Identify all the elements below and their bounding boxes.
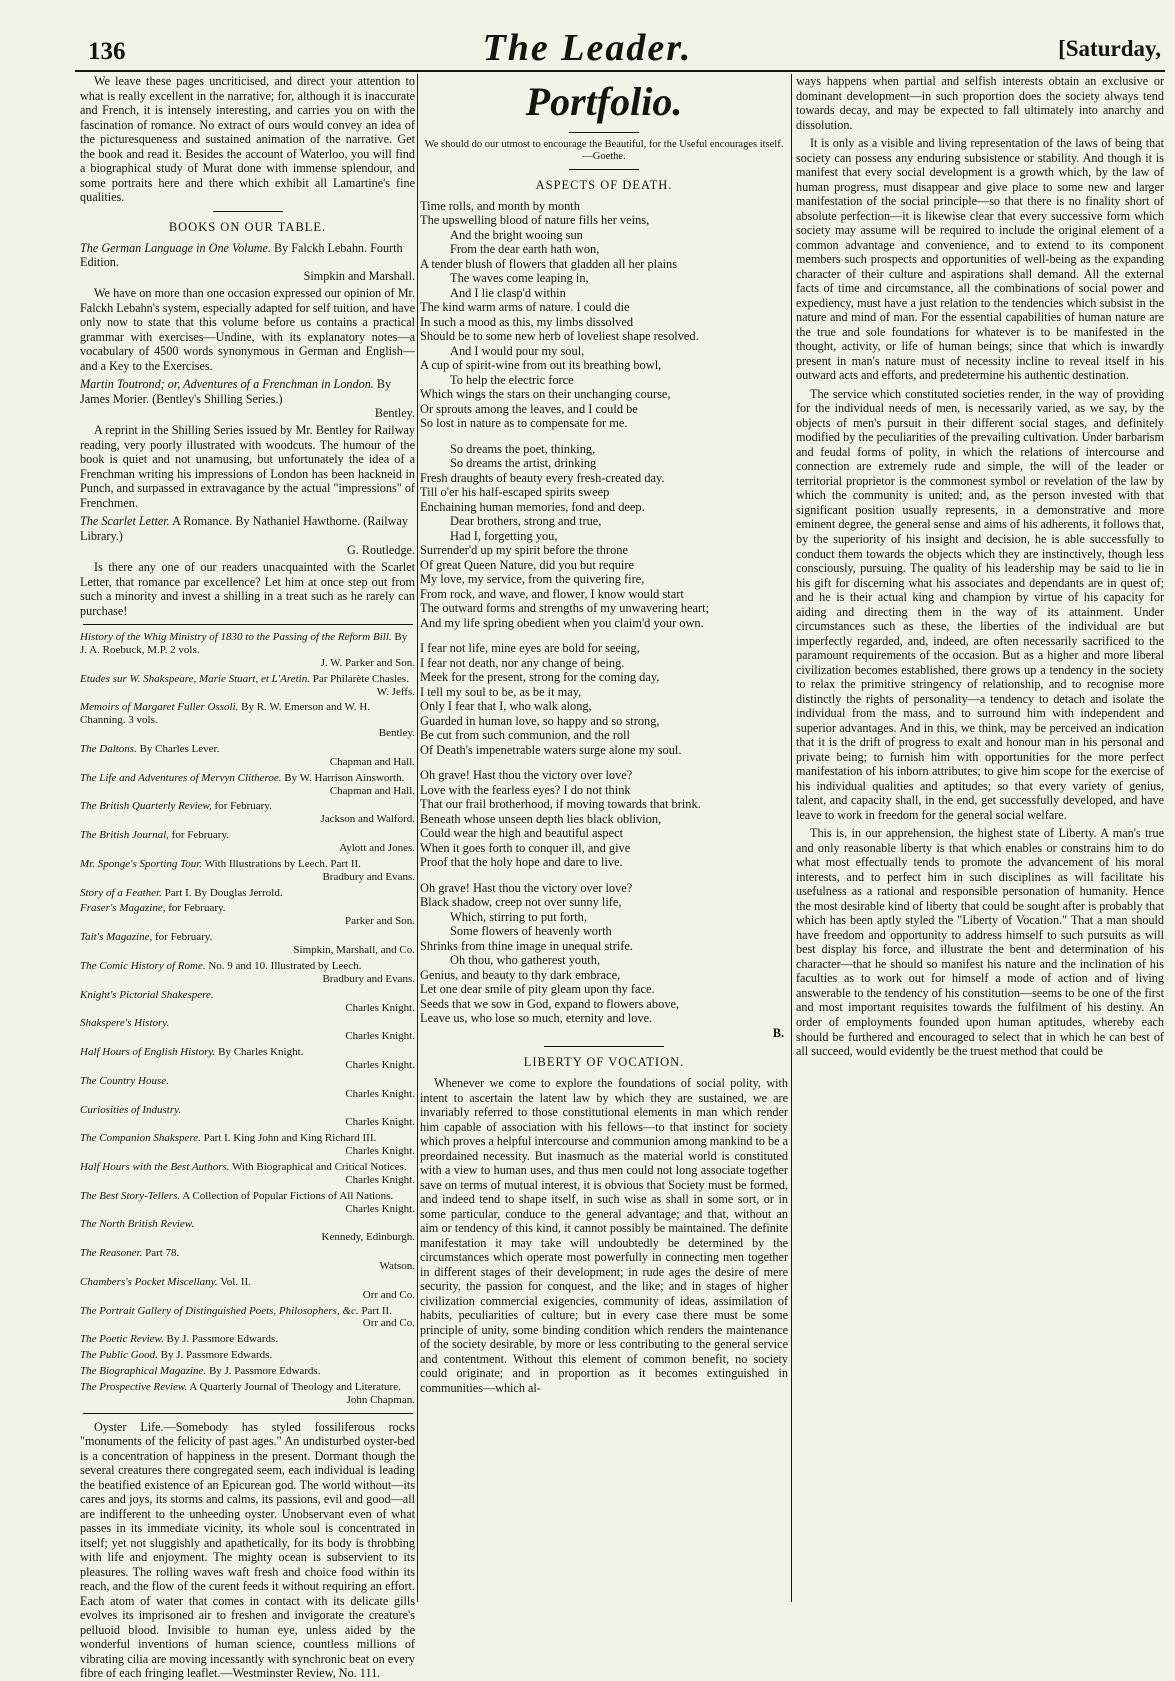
poem-line: Be cut from such communion, and the roll	[420, 728, 630, 743]
book-title: Knight's Pictorial Shakespere.	[80, 988, 214, 1001]
book-list-item	[80, 829, 415, 855]
book-title: Fraser's Magazine,	[80, 902, 166, 915]
book-list-item	[80, 1132, 415, 1158]
book-publisher: Bentley.	[374, 405, 415, 420]
poem-line: Enchaining human memories, fond and deep.	[420, 499, 645, 514]
poem-line: Genius, and beauty to thy dark embrace,	[420, 967, 621, 982]
book-publisher: Charles Knight.	[345, 1087, 415, 1100]
poem-line: Could wear the high and beautiful aspect	[420, 826, 624, 841]
poem-line: Surrender'd up my spirit before the throne	[420, 543, 628, 558]
poem-line: The outward forms and strengths of my unwavering heart;	[420, 601, 710, 616]
book-publisher: Chapman and Hall.	[329, 755, 415, 768]
book-publisher: John Chapman.	[346, 1393, 415, 1406]
column-1	[80, 74, 415, 1681]
book-meta: for February.	[168, 902, 226, 915]
poem-line: And the bright wooing sun	[450, 227, 583, 242]
book-title: The Reasoner.	[80, 1247, 143, 1260]
book-meta: A Quarterly Journal of Theology and Literature.	[189, 1380, 401, 1393]
book-meta: By Charles Lever.	[139, 743, 220, 756]
poem-line: Oh grave! Hast thou the victory over love?	[420, 768, 633, 783]
book-publisher: Charles Knight.	[345, 1173, 415, 1186]
book-publisher: Kennedy, Edinburgh.	[321, 1231, 415, 1244]
intro-paragraph: We leave these pages uncriticised, and direct your attention to what is really excellent in the narrative; for, although it is inaccurate and French, it is intensely interesting, and carries you on with the fascination of romance. No extract of ours would convey an idea of the picturesqueness and sustained animation of the narrative. Get the book and read it. Besides the account of Waterloo, you will find a biographical study of Murat done with immense splendour, and some portraits here and there which exhibit all Lamartine's fine qualities.	[80, 74, 415, 205]
poem-line: Or sprouts among the leaves, and I could be	[420, 401, 638, 416]
book-list-item	[80, 1305, 415, 1331]
poem-line: I fear not death, nor any change of being.	[420, 655, 625, 670]
book-meta: By J. Passmore Edwards.	[166, 1333, 279, 1346]
book-publisher: J. W. Parker and Son.	[320, 656, 415, 669]
book-title: Memoirs of Margaret Fuller Ossoli.	[80, 701, 239, 714]
book-publisher: Bentley.	[378, 727, 415, 740]
book-title: History of the Whig Ministry of 1830 to the Passing of the Reform Bill.	[80, 631, 392, 644]
liberty-heading: LIBERTY OF VOCATION.	[523, 1055, 685, 1070]
poem-line: A tender blush of flowers that gladden all her plains	[420, 256, 678, 271]
column-3	[796, 74, 1164, 1602]
book-list-item	[80, 743, 415, 769]
poem-line: Love with the fearless eyes? I do not think	[420, 782, 631, 797]
book-title: The Poetic Review.	[80, 1333, 164, 1346]
poem-line: The kind warm arms of nature. I could die	[420, 300, 630, 315]
poem-line: That our frail brotherhood, if moving towards that brink.	[420, 797, 701, 812]
book-meta: Vol. II.	[220, 1275, 251, 1288]
book-list-item	[80, 1161, 415, 1187]
article-paragraph: The service which constituted societies render, in the way of providing for the individual needs of men, is necessarily varied, as we say, by the objects of men's pursuit in their different social stages, and definitely modified by the peculiarities of the prevailing cultivation. Under barbarism and feudal forms of polity, in which the relations of intercourse and connection are extremely rude and simple, the will of the leader or territorial proprietor is the commonest symbol or revelation of the law by which the community is united; and, as the person invested with that significant position usually represents, in a demonstrative and more eminent degree, the general sense and aims of his adherents, it follows that, by the superiority of his insight and decision, he is able successfully to conduct them towards the objects which they are instinctively, though less consciously, pursuing. The quality of his leadership may be said to lie in his gift for discerning what his associates and dependants are in quest of; and he is their actual king and champion by virtue of his capacity for aiding and directing them in the way of its attainment. Under circumstances such as these, the liberties of the individual are but imperfectly regarded, and, indeed, are often necessarily sacrificed to the paramount requirements of the occasion. But as a higher and more liberal civilization becomes established, there grows up a tendency in the society to relax the primitive stringency of relationship, and to recognise more distinctly the rights of personality—a tendency to detach and isolate the individual from the mass, and to surround him with independent and superior advantages. And in this, we think, may be perceived an indication that it is the drift of progress to exalt and honour man in his personal and private being; to furnish him with opportunities for the more perfect manifestation of his inborn attributes; to give him scope for the exercise of his individual qualities and aptitudes; so that every variety of genius, talent, and capacity shall, in the end, get successfully developed, and have leave to work in freedom for the general social welfare.	[796, 386, 1164, 822]
book-title: Martin Toutrond; or, Adventures of a Frenchman in London.	[80, 377, 374, 392]
poem-line: So dreams the poet, thinking,	[450, 441, 596, 456]
book-title: Chambers's Pocket Miscellany.	[80, 1275, 218, 1288]
poem-line: Should be to some new herb of loveliest shape resolved.	[420, 329, 699, 344]
masthead-rule	[75, 70, 1165, 72]
poem-line: Had I, forgetting you,	[450, 528, 558, 543]
book-title: The Life and Adventures of Mervyn Clitheroe.	[80, 771, 282, 784]
book-publisher: Orr and Co.	[362, 1288, 415, 1301]
motto: We should do our utmost to encourage the Beautiful, for the Useful encourages itself.—Goethe.	[424, 138, 784, 162]
book-list-item	[80, 1333, 415, 1346]
book-meta: for February.	[155, 931, 213, 944]
poem-line: A cup of spirit-wine from out its breathing bowl,	[420, 358, 662, 373]
book-meta: By J. Passmore Edwards.	[208, 1364, 321, 1377]
liberty-paragraph: Whenever we come to explore the foundations of social polity, with intent to ascertain the latent law by which they are sustained, we are invariably referred to those constitutional elements in man which render him capable of association with his fellows—to that instinct for society which proves a helpful intercourse and communion among mankind to be a preordained necessity. But inasmuch as the material world is constituted with a view to human uses, and thus men could not long associate together save on terms of mutual interest, it is obvious that Society must be formed, and indeed tend to shape itself, in such wise as shall in some sort, or in some particular, conduce to the general advantage; and that, without an aim or tendency of this kind, it cannot possibly be maintained. The definite manifestation it may take will undoubtedly be determined by the circumstances which operate most powerfully in connecting men together in different stages of their development; in rude ages the desire of mere security, the passion for conquest, and the like; and in stages of higher civilization commercial exigencies, community of ideas, assimilation of habits, peculiarities of culture; but in every case there must be some principle of unity, some binding condition which renders the maintenance of the society desirable, by more or less contributing to the general service and contentment. Without this element of common benefit, no society could originate; and in proportion as it becomes extinguished in communities—which al-	[420, 1075, 788, 1395]
book-publisher: Parker and Son.	[345, 915, 415, 928]
book-title: The German Language in One Volume.	[80, 240, 271, 255]
poem-line: And I would pour my soul,	[450, 343, 585, 358]
poem-line: Which, stirring to put forth,	[450, 909, 587, 924]
section-rule	[569, 169, 639, 170]
poem-line: Of Death's impenetrable waters surge alone my soul.	[420, 742, 682, 757]
book-review	[80, 241, 415, 284]
poem-signature: B.	[772, 1025, 784, 1040]
book-list-item	[80, 887, 415, 900]
book-title: Mr. Sponge's Sporting Tour.	[80, 857, 203, 870]
book-publisher: Charles Knight.	[345, 1145, 415, 1158]
article-paragraph: It is only as a visible and living representation of the laws of being that society can possess any enduring subsistence or stability. And though it is manifest that every social development is a growth which, by the law of human progress, must disappear and give place to some new and larger manifestation of the social principle—so that there is no finality short of absolute perfection—it is likewise clear that every successive form which society may assume will be required to include the original element of a common advantage and convenience, and to extend to its component members such prospects and opportunities of well-being as the expanding character of their culture and aspirations shall demand. All the external facts of time and circumstance, all the combinations of social power and expediency, must have a just relation to the tendencies which subsist in the nature and mind of man. For the essential capabilities of human nature are the true and sole foundations for whatever is to be manifested in the thought, activity, or life of human beings; since that which is inwardly present in man's nature must of necessity incline to reveal itself in his outward acts and efforts, and predetermine his authentic destination.	[796, 136, 1164, 383]
book-title: Shakspere's History.	[80, 1017, 170, 1030]
poem-line: Beneath whose unseen depth lies black oblivion,	[420, 811, 662, 826]
book-review	[80, 514, 415, 557]
column-divider	[417, 74, 418, 1602]
poem-line: From rock, and wave, and flower, I know would start	[420, 586, 684, 601]
book-publisher: Orr and Co.	[362, 1317, 415, 1330]
book-title: The Country House.	[80, 1074, 169, 1087]
poem-line: Of great Queen Nature, did you but require	[420, 557, 635, 572]
poem-line: Black shadow, creep not over sunny life,	[420, 895, 622, 910]
book-title: The Biographical Magazine.	[80, 1364, 207, 1377]
poem-line: Fresh draughts of beauty every fresh-created day.	[420, 470, 665, 485]
poem-line: Dear brothers, strong and true,	[450, 514, 602, 529]
article-paragraph: This is, in our apprehension, the highest state of Liberty. A man's true and only reasonable liberty is that which enables or constrains him to do what most effectually tends to promote the advancement of his moral interests, and to perfect him in such disciplines as will facilitate his usefulness as a rational and responsible personation of humanity. Hence the most desirable kind of liberty that could be sought after is probably that which has been aptly styled the "Liberty of Vocation." That a man should have freedom and opportunity to address himself to such pursuits as will best display his force, and illustrate the bent and determination of his character—that he should so manifest his nature and the inclination of his faculties as to work out for himself a mode of action and of living answerable to the tendency of his constitution—seems to be one of the first and most important requisites towards the fulfilment of his destiny. An order of employments founded upon human aptitudes, whereby each should be furthered and encouraged to select that in which he can best of all succeed, would evidently be the truest method that could be	[796, 826, 1164, 1059]
book-title: The Companion Shakspere.	[80, 1132, 201, 1145]
article-paragraph: ways happens when partial and selfish interests obtain an exclusive or dominant development—in such proportion does the society always tend towards decay, and may be expected to fall ultimately into anarchy and dissolution.	[796, 74, 1164, 132]
book-publisher: Simpkin, Marshall, and Co.	[293, 944, 415, 957]
book-title: Tait's Magazine,	[80, 931, 153, 944]
book-list-item	[80, 1365, 415, 1378]
book-title: The Best Story-Tellers.	[80, 1189, 181, 1202]
book-list-item	[80, 1017, 415, 1043]
section-rule	[544, 1046, 664, 1047]
book-list-item	[80, 902, 415, 928]
book-title: The Public Good.	[80, 1349, 158, 1362]
poem-line: Oh thou, who gatherest youth,	[450, 953, 601, 968]
masthead	[0, 0, 1175, 69]
poem-line: Shrinks from thine image in unequal strife.	[420, 938, 634, 953]
stanza-break	[420, 630, 788, 641]
review-text: Is there any one of our readers unacquainted with the Scarlet Letter, that romance par excellence? Let him at once step out from such a minority and invest a shilling in a treat such as he rarely can purchase!	[80, 560, 415, 618]
book-meta: Part I. King John and King Richard III.	[203, 1132, 377, 1145]
poem-line: Meek for the present, strong for the coming day,	[420, 670, 660, 685]
book-publisher: Chapman and Hall.	[329, 784, 415, 797]
book-meta: By J. A. Roebuck, M.P. 2 vols.	[80, 631, 408, 657]
poem-line: Time rolls, and month by month	[420, 198, 580, 213]
section-rule	[83, 1413, 413, 1414]
review-text: A reprint in the Shilling Series issued by Mr. Bentley for Railway reading, very poorly illustrated with woodcuts. The humour of the book is quiet and not unamusing, but unfortunately the idea of a Frenchman writing his impressions of London has been hackneid in Punch, and surpassed in extravagance by the actual "impressions" of Frenchmen.	[80, 423, 415, 510]
poem-line: My love, my service, from the quivering fire,	[420, 572, 645, 587]
poem-line: Oh grave! Hast thou the victory over love?	[420, 880, 633, 895]
book-list-item	[80, 989, 415, 1015]
book-meta: for February.	[214, 800, 272, 813]
oyster-paragraph: Oyster Life.—Somebody has styled fossiliferous rocks "monuments of the felicity of past ages." An undisturbed oyster-bed is a concentration of happiness in the present. Dormant though the several creatures there congregated seem, each individual is leading the beatified existence of an Epicurean god. The world without—its cares and joys, its storms and calms, its passions, evil and good—all are indifferent to the unheeding oyster. Unobservant even of what passes in its immediate vicinity, its whole soul is concentrated in itself; yet not sluggishly and apathetically, for its body is throbbing with life and enjoyment. The mighty ocean is subservient to its pleasures. The rolling waves waft fresh and choice food within its reach, and the flow of the curent feeds it without requiring an effort. Each atom of water that comes in contact with its delicate gills evolves its imprisoned air to freshen and invigorate the creature's pelluoid blood. Invisible to human eye, unless aided by the wonderful inventions of human science, countless millions of vibrating cilia are moving incessantly with synchronic beat on every fibre of each fringing leaflet.—Westminster Review, No. 111.	[80, 1419, 415, 1681]
book-list-item	[80, 1276, 415, 1302]
poem-line: The waves come leaping in,	[450, 271, 589, 286]
book-list-item	[80, 1349, 415, 1362]
column-2	[420, 74, 788, 1602]
poem-line: In such a mood as this, my limbs dissolved	[420, 314, 634, 329]
book-list-item	[80, 772, 415, 798]
review-text: We have on more than one occasion expressed our opinion of Mr. Falckh Lebahn's system, especially adapted for self tuition, and have only now to state that this volume before us contains a practical grammar with exercises—Undine, with its explanatory notes—a vocabulary of 4500 words synonymous in German and English—and a Key to the Exercises.	[80, 286, 415, 373]
poem-line: Only I fear that I, who walk along,	[420, 699, 592, 714]
book-list-item	[80, 1075, 415, 1101]
book-meta: By J. Passmore Edwards.	[160, 1349, 273, 1362]
column-divider	[791, 74, 792, 1602]
book-publisher: Bradbury and Evans.	[322, 972, 415, 985]
stanza-break	[420, 757, 788, 768]
book-meta: Part I. By Douglas Jerrold.	[164, 886, 283, 899]
book-meta: No. 9 and 10. Illustrated by Leech.	[208, 959, 362, 972]
poem-line: So dreams the artist, drinking	[450, 456, 597, 471]
book-meta: Part 78.	[145, 1247, 180, 1260]
book-list-item	[80, 1046, 415, 1072]
book-publisher: Charles Knight.	[345, 1116, 415, 1129]
book-review	[80, 377, 415, 420]
book-publisher: G. Routledge.	[346, 542, 415, 557]
book-title: Half Hours with the Best Authors.	[80, 1160, 230, 1173]
book-title: Half Hours of English History.	[80, 1046, 216, 1059]
book-meta: By R. W. Emerson and W. H. Channing. 3 vols.	[80, 701, 371, 727]
book-list-item	[80, 800, 415, 826]
book-list-item	[80, 1247, 415, 1273]
masthead-title: The Leader.	[482, 27, 693, 69]
masthead-day: [Saturday,	[1058, 36, 1161, 61]
poem-line: When it goes forth to conquer ill, and give	[420, 840, 631, 855]
book-meta: By Falckh Lebahn. Fourth Edition.	[80, 240, 403, 269]
book-meta: Par Philarète Chasles.	[312, 672, 409, 685]
book-list-item	[80, 631, 415, 670]
book-meta: Part II.	[361, 1304, 392, 1317]
book-list-item	[80, 1104, 415, 1130]
book-list-item	[80, 931, 415, 957]
book-publisher: Simpkin and Marshall.	[303, 269, 415, 284]
book-meta: By W. Harrison Ainsworth.	[284, 771, 405, 784]
poem	[420, 199, 788, 1026]
book-list-item	[80, 960, 415, 986]
book-title: The Portrait Gallery of Distinguished Poets, Philosophers, &c.	[80, 1304, 359, 1317]
book-list-item	[80, 858, 415, 884]
book-list-item	[80, 1381, 415, 1407]
book-title: The Scarlet Letter.	[80, 514, 170, 529]
portfolio-title: Portfolio.	[525, 79, 683, 124]
poem-line: Some flowers of heavenly worth	[450, 924, 612, 939]
stanza-break	[420, 431, 788, 442]
book-list-item	[80, 673, 415, 699]
poem-line: I tell my soul to be, as be it may,	[420, 684, 582, 699]
poem-line: Till o'er his half-escaped spirits sweep	[420, 485, 610, 500]
poem-title: ASPECTS OF DEATH.	[535, 177, 673, 192]
book-title: Story of a Feather.	[80, 886, 162, 899]
book-meta: By James Morier. (Bentley's Shilling Series.)	[80, 377, 392, 406]
poem-line: And I lie clasp'd within	[450, 285, 566, 300]
book-publisher: Bradbury and Evans.	[322, 870, 415, 883]
poem-line: And my life spring obedient when you claim'd your own.	[420, 615, 704, 630]
poem-line: Let one dear smile of pity gleam upon thy face.	[420, 982, 655, 997]
book-list-item	[80, 1218, 415, 1244]
book-list-item	[80, 1190, 415, 1216]
book-publisher: Charles Knight.	[345, 1202, 415, 1215]
poem-line: Leave us, who lose so much, eternity and love.	[420, 1011, 653, 1026]
book-meta: A Romance. By Nathaniel Hawthorne. (Railway Library.)	[80, 514, 408, 543]
section-rule	[569, 132, 639, 133]
book-publisher: Charles Knight.	[345, 1001, 415, 1014]
poem-line: I fear not life, mine eyes are bold for seeing,	[420, 641, 640, 656]
book-publisher: Aylott and Jones.	[339, 842, 415, 855]
poem-line: Guarded in human love, so happy and so strong,	[420, 713, 660, 728]
book-title: The Daltons.	[80, 743, 137, 756]
book-meta: A Collection of Popular Fictions of All Nations.	[182, 1189, 394, 1202]
book-title: The Comic History of Rome.	[80, 959, 206, 972]
poem-line: To help the electric force	[450, 372, 574, 387]
stanza-break	[420, 870, 788, 881]
poem-line: The upswelling blood of nature fills her veins,	[420, 213, 650, 228]
book-publisher: Watson.	[379, 1259, 415, 1272]
page-number: 136	[88, 38, 126, 65]
book-publisher: W. Jeffs.	[376, 685, 415, 698]
book-title: Etudes sur W. Shakspeare, Marie Stuart, et L'Aretin.	[80, 672, 310, 685]
book-list-item	[80, 701, 415, 740]
poem-line: So lost in nature as to compensate for me.	[420, 416, 628, 431]
book-meta: With Illustrations by Leech. Part II.	[204, 857, 361, 870]
poem-line: Which wings the stars on their unchanging course,	[420, 387, 671, 402]
book-title: Curiosities of Industry.	[80, 1103, 182, 1116]
book-title: The British Quarterly Review,	[80, 800, 212, 813]
book-title: The North British Review.	[80, 1218, 195, 1231]
book-list	[80, 631, 415, 1406]
books-heading: BOOKS ON OUR TABLE.	[168, 219, 327, 234]
poem-line: Proof that the holy hope and dare to live.	[420, 855, 623, 870]
book-publisher: Jackson and Walford.	[320, 813, 415, 826]
section-rule	[83, 624, 413, 625]
book-meta: for February.	[171, 829, 229, 842]
book-title: The Prospective Review.	[80, 1380, 188, 1393]
poem-line: From the dear earth hath won,	[450, 242, 600, 257]
book-publisher: Charles Knight.	[345, 1030, 415, 1043]
book-publisher: Charles Knight.	[345, 1058, 415, 1071]
book-title: The British Journal,	[80, 829, 169, 842]
book-meta: With Biographical and Critical Notices.	[232, 1160, 407, 1173]
book-meta: By Charles Knight.	[218, 1046, 304, 1059]
section-rule	[213, 211, 283, 212]
poem-line: Seeds that we sow in God, expand to flowers above,	[420, 996, 680, 1011]
